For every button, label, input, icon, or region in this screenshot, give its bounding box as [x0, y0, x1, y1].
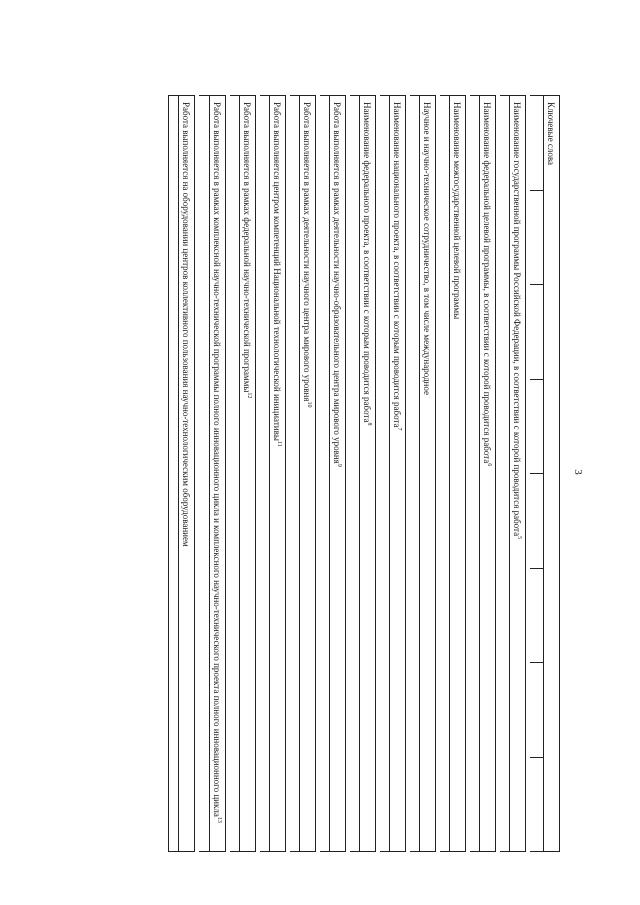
- answer-field-cooperation[interactable]: [410, 96, 420, 851]
- section-world-center: [290, 95, 316, 852]
- keyword-cell[interactable]: [530, 191, 543, 286]
- answer-field-federal-target[interactable]: [470, 96, 480, 851]
- section-label-edu-center: [330, 96, 345, 851]
- section-label-federal-target: [480, 96, 495, 851]
- section-label-national-project: [390, 96, 405, 851]
- section-state-program: [500, 95, 526, 852]
- page-number: 3: [571, 469, 584, 475]
- section-label-cooperation: [420, 96, 435, 851]
- section-label-fntp: [240, 96, 255, 851]
- label-text: Наименование национального проекта, в соответствии с которым проводится работа: [392, 102, 402, 428]
- section-gap: [376, 95, 380, 852]
- section-fntp: [230, 95, 256, 852]
- section-label-ckp: [179, 96, 194, 851]
- section-nti-center: [260, 95, 286, 852]
- section-ckp: [168, 95, 195, 852]
- section-complex-program: [199, 95, 226, 852]
- answer-field-state-program[interactable]: [500, 96, 510, 851]
- label-text: Работа выполняется центром компетенций Национальной технологической инициативы: [272, 102, 282, 441]
- label-text: Работа выполняется на оборудовании центров коллективного пользования научно-технологическим оборудованием: [181, 102, 191, 547]
- footnote-marker: 8: [366, 422, 372, 426]
- footnote-marker: 13: [216, 816, 222, 823]
- section-cooperation: [410, 95, 436, 852]
- section-label-keywords: [544, 96, 559, 851]
- keyword-cell[interactable]: [530, 380, 543, 475]
- keyword-cell[interactable]: [530, 569, 543, 664]
- section-label-federal-project: [360, 96, 375, 851]
- section-label-state-program: [510, 96, 525, 851]
- section-label-world-center: [300, 96, 315, 851]
- footnote-marker: 5: [516, 536, 522, 540]
- section-gap: [406, 95, 410, 852]
- section-gap: [466, 95, 470, 852]
- label-text: Научное и научно-техническое сотрудничество, в том числе международное: [422, 102, 432, 395]
- answer-field-world-center[interactable]: [290, 96, 300, 851]
- keyword-cell[interactable]: [530, 474, 543, 569]
- keyword-cell[interactable]: [530, 285, 543, 380]
- label-text: Ключевые слова: [546, 102, 556, 166]
- label-text: Наименование межгосударственной целевой программы: [452, 102, 462, 320]
- keyword-cell[interactable]: [530, 758, 543, 852]
- footnote-marker: 10: [306, 401, 312, 408]
- section-gap: [436, 95, 440, 852]
- section-gap: [346, 95, 350, 852]
- section-interstate: [440, 95, 466, 852]
- section-federal-target: [470, 95, 496, 852]
- footnote-marker: 9: [336, 463, 342, 467]
- label-text: Наименование федеральной целевой программы, в соответствии с которой проводится работа: [482, 102, 492, 464]
- keyword-cells: [530, 96, 544, 851]
- answer-field-national-project[interactable]: [380, 96, 390, 851]
- answer-field-fntp[interactable]: [230, 96, 240, 851]
- answer-field-edu-center[interactable]: [320, 96, 330, 851]
- answer-field-interstate[interactable]: [440, 96, 450, 851]
- section-gap: [316, 95, 320, 852]
- label-text: Работа выполняется в рамках комплексной научно-технической программы полного инновационного цикла и комплексного научно-технического проекта полного инновационного цикла: [212, 102, 222, 817]
- label-text: Работа выполняется в рамках деятельности научно-образовательного центра мирового уровня: [332, 102, 342, 464]
- section-federal-project: [350, 95, 376, 852]
- label-text: Работа выполняется в рамках федеральной научно-технической программы: [242, 102, 252, 393]
- label-text: Работа выполняется в рамках деятельности научного центра мирового уровня: [302, 102, 312, 402]
- section-gap: [256, 95, 260, 852]
- label-text: Наименование федерального проекта, в соответствии с которым проводится работа: [362, 102, 372, 423]
- label-text: Наименование государственной программы Российской Федерации, в соответствии с которой проводится работа: [512, 102, 522, 537]
- answer-field-federal-project[interactable]: [350, 96, 360, 851]
- answer-field-complex-program[interactable]: [199, 96, 210, 851]
- section-gap: [195, 95, 199, 852]
- footnote-marker: 6: [486, 463, 492, 467]
- section-edu-center: [320, 95, 346, 852]
- footnote-marker: 11: [276, 440, 282, 447]
- section-gap: [496, 95, 500, 852]
- footnote-marker: 7: [396, 427, 402, 431]
- section-gap: [226, 95, 230, 852]
- section-keywords: [530, 95, 560, 852]
- section-national-project: [380, 95, 406, 852]
- registration-form: [84, 95, 560, 852]
- answer-field-nti-center[interactable]: [260, 96, 270, 851]
- footnote-marker: 12: [246, 392, 252, 399]
- form-table: [84, 95, 560, 852]
- keyword-cell[interactable]: [530, 663, 543, 758]
- section-label-interstate: [450, 96, 465, 851]
- section-label-complex-program: [210, 96, 225, 851]
- keyword-cell[interactable]: [530, 96, 543, 191]
- section-label-nti-center: [270, 96, 285, 851]
- answer-field-ckp[interactable]: [169, 96, 179, 851]
- section-gap: [286, 95, 290, 852]
